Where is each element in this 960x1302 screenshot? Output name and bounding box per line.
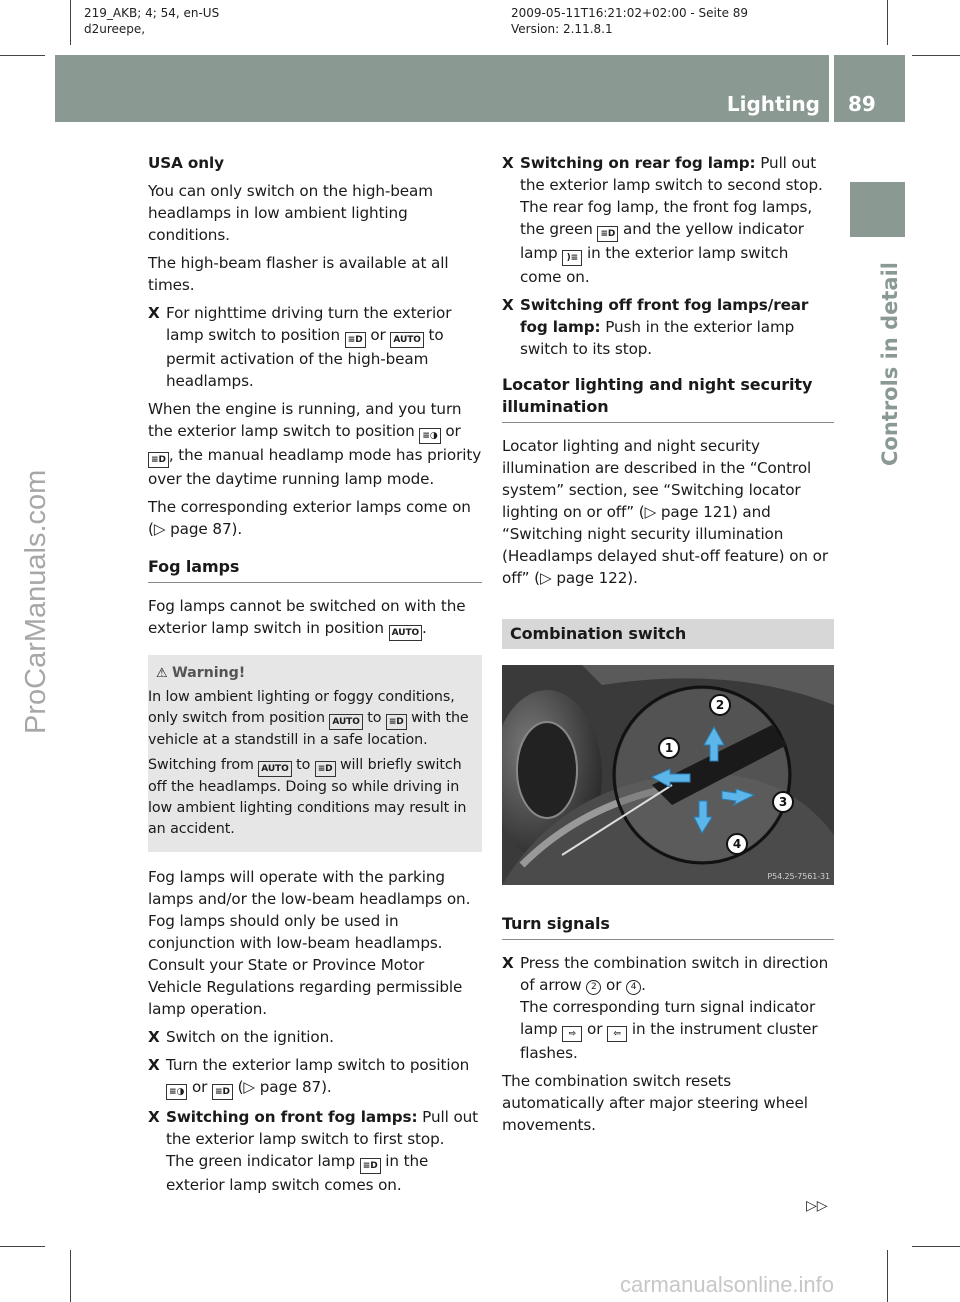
- auto-icon: AUTO: [390, 332, 423, 348]
- text: with the vehicle at a standstill in a safe location.: [148, 710, 469, 748]
- crop-mark: [887, 1250, 888, 1302]
- watermark: ProCarManuals.com: [20, 470, 52, 735]
- front-fog-lamp-icon: ≡D: [597, 226, 618, 242]
- crop-mark: [70, 1250, 71, 1302]
- paragraph: Fog lamps cannot be switched on with the exterior lamp switch in position AUTO .: [148, 595, 482, 641]
- text: will briefly switch off the headlamps. Doing so while driving in low ambient lighting conditions may result in an accident.: [148, 757, 467, 837]
- step-marker-icon: X: [502, 154, 514, 172]
- text: to: [367, 710, 382, 726]
- callout-1: 1: [664, 741, 674, 755]
- step-marker-icon: X: [148, 1108, 160, 1126]
- callout-3: 3: [778, 795, 788, 809]
- step-text: Pull out the exterior lamp switch to second stop.: [520, 154, 823, 194]
- usa-heading: USA only: [148, 154, 224, 172]
- step-marker-icon: X: [148, 304, 160, 322]
- warning-box: [148, 655, 482, 852]
- text: Switching from: [148, 757, 254, 773]
- step-text: The green indicator lamp: [166, 1152, 356, 1170]
- step-text: Switch on the ignition.: [166, 1028, 334, 1046]
- step-text: or: [370, 326, 386, 344]
- step-text: (▷ page 87).: [237, 1078, 332, 1096]
- photo-code: P54.25-7561-31: [767, 872, 830, 881]
- side-section-title: Controls in detail: [878, 262, 902, 466]
- instruction-step: [148, 1106, 482, 1196]
- step-text: in the exterior lamp switch comes on.: [166, 1152, 429, 1194]
- warning-title: Warning!: [172, 665, 246, 681]
- step-text: The corresponding turn signal indicator lamp: [520, 998, 816, 1038]
- crop-mark: [70, 0, 71, 45]
- low-beam-icon: ≡D: [345, 332, 366, 348]
- footer-watermark: carmanualsonline.info: [620, 1272, 835, 1297]
- meta-line-4: Version: 2.11.8.1: [511, 22, 613, 36]
- combination-switch-illustration: [502, 665, 834, 885]
- left-column: [148, 152, 482, 1202]
- instruction-step: [148, 1054, 482, 1100]
- text: to: [296, 757, 311, 773]
- step-text: in the instrument cluster flashes.: [520, 1020, 818, 1062]
- arrow-2-icon: 2: [586, 980, 601, 995]
- instruction-step: X Press the combination switch in direction of arrow 2 or 4 . The corresponding turn signal indicator lamp ⇨ or ⇦ in the instrument cluster flashes.: [502, 954, 829, 1062]
- combination-switch-photo: [502, 665, 834, 885]
- crop-mark: [887, 0, 888, 45]
- step-text: or: [587, 1020, 603, 1038]
- step-text: Press the combination switch in direction of arrow: [520, 954, 829, 994]
- parking-lamp-icon: ≡◑: [166, 1084, 187, 1100]
- low-beam-icon: ≡D: [386, 714, 407, 730]
- warning-text: [148, 755, 474, 840]
- step-heading: Switching on rear fog lamp:: [520, 154, 756, 172]
- auto-icon: AUTO: [389, 625, 422, 641]
- warning-text: [148, 687, 474, 751]
- instruction-step: [502, 152, 834, 288]
- step-marker-icon: X: [502, 954, 514, 972]
- step-text: Turn the exterior lamp switch to position: [166, 1056, 470, 1074]
- callout-4: 4: [732, 837, 742, 851]
- step-text: or: [606, 976, 622, 994]
- meta-line-2: d2ureepe,: [84, 22, 146, 36]
- fog-lamps-heading: Fog lamps: [148, 556, 482, 583]
- right-column: [502, 152, 834, 1142]
- instruction-step: [148, 302, 482, 392]
- meta-line-3: 2009-05-11T16:21:02+02:00 - Seite 89: [511, 6, 749, 20]
- paragraph: [148, 398, 482, 490]
- right-turn-signal-icon: ⇨: [562, 1026, 582, 1042]
- paragraph: Locator lighting and night security illumination are described in the “Control system” section, see “Switching locator lighting on or off” (▷ page 121) and “Switching night security illumination (Headlamps delayed shut-off feature) on or off” (▷ page 122).: [502, 437, 829, 587]
- locator-lighting-heading: Locator lighting and night security illumination: [502, 374, 834, 423]
- paragraph: Fog lamps will operate with the parking lamps and/or the low-beam headlamps on. Fog lamps should only be used in conjunction with low-beam headlamps. Consult your State or Province Motor Vehicle Regulations regarding permissible lamp operation.: [148, 868, 471, 1018]
- low-beam-icon: ≡D: [148, 452, 169, 468]
- step-marker-icon: X: [148, 1056, 160, 1074]
- instruction-step: [148, 1026, 482, 1048]
- step-marker-icon: X: [148, 1028, 160, 1046]
- callout-2: 2: [715, 698, 725, 712]
- auto-icon: AUTO: [329, 714, 362, 730]
- crop-mark: [912, 1246, 960, 1247]
- low-beam-icon: ≡D: [212, 1084, 233, 1100]
- left-turn-signal-icon: ⇦: [607, 1026, 627, 1042]
- low-beam-icon: ≡D: [315, 761, 336, 777]
- instruction-step: [502, 294, 834, 360]
- paragraph: The combination switch resets automatically after major steering wheel movements.: [502, 1072, 808, 1134]
- step-marker-icon: X: [502, 296, 514, 314]
- turn-signals-heading: Turn signals: [502, 913, 834, 940]
- step-text: to permit activation of the high-beam headlamps.: [166, 326, 444, 390]
- text: When the engine is running, and you turn the exterior lamp switch to position: [148, 400, 462, 440]
- text: Fog lamps cannot be switched on with the exterior lamp switch in position: [148, 597, 466, 637]
- paragraph: The corresponding exterior lamps come on (▷ page 87).: [148, 498, 471, 538]
- text: , the manual headlamp mode has priority over the daytime running lamp mode.: [148, 446, 482, 488]
- paragraph: You can only switch on the high-beam headlamps in low ambient lighting conditions.: [148, 182, 433, 244]
- continued-icon: ▷▷: [806, 1198, 828, 1214]
- step-text: Push in the exterior lamp switch to its stop.: [520, 318, 795, 358]
- meta-line-1: 219_AKB; 4; 54, en-US: [84, 6, 220, 20]
- paragraph: The high-beam flasher is available at all times.: [148, 254, 449, 294]
- step-text: in the exterior lamp switch come on.: [520, 244, 789, 286]
- arrow-4-icon: 4: [626, 980, 641, 995]
- step-text: and the yellow indicator lamp: [520, 220, 804, 262]
- step-text: For nighttime driving turn the exterior lamp switch to position: [166, 304, 452, 344]
- front-fog-lamp-icon: ≡D: [360, 1158, 381, 1174]
- step-heading: Switching off front fog lamps/rear fog lamp:: [520, 296, 809, 336]
- text: In low ambient lighting or foggy conditions, only switch from position: [148, 689, 455, 726]
- step-heading: Switching on front fog lamps:: [166, 1108, 418, 1126]
- step-text: Pull out the exterior lamp switch to first stop.: [166, 1108, 479, 1148]
- step-text: or: [191, 1078, 208, 1096]
- page-title: Lighting: [726, 92, 820, 116]
- header-bar: [55, 55, 829, 122]
- warning-triangle-icon: ⚠: [156, 666, 168, 681]
- crop-mark: [0, 55, 45, 56]
- auto-icon: AUTO: [258, 761, 291, 777]
- combination-switch-heading: Combination switch: [502, 619, 834, 649]
- crop-mark: [912, 55, 960, 56]
- text: or: [445, 422, 461, 440]
- side-tab-marker: [850, 182, 905, 237]
- step-text: The rear fog lamp, the front fog lamps, the green: [520, 198, 813, 238]
- rear-fog-lamp-icon: )≡: [562, 250, 582, 266]
- parking-lamp-icon: ≡◑: [419, 428, 440, 444]
- page-number: 89: [848, 92, 876, 116]
